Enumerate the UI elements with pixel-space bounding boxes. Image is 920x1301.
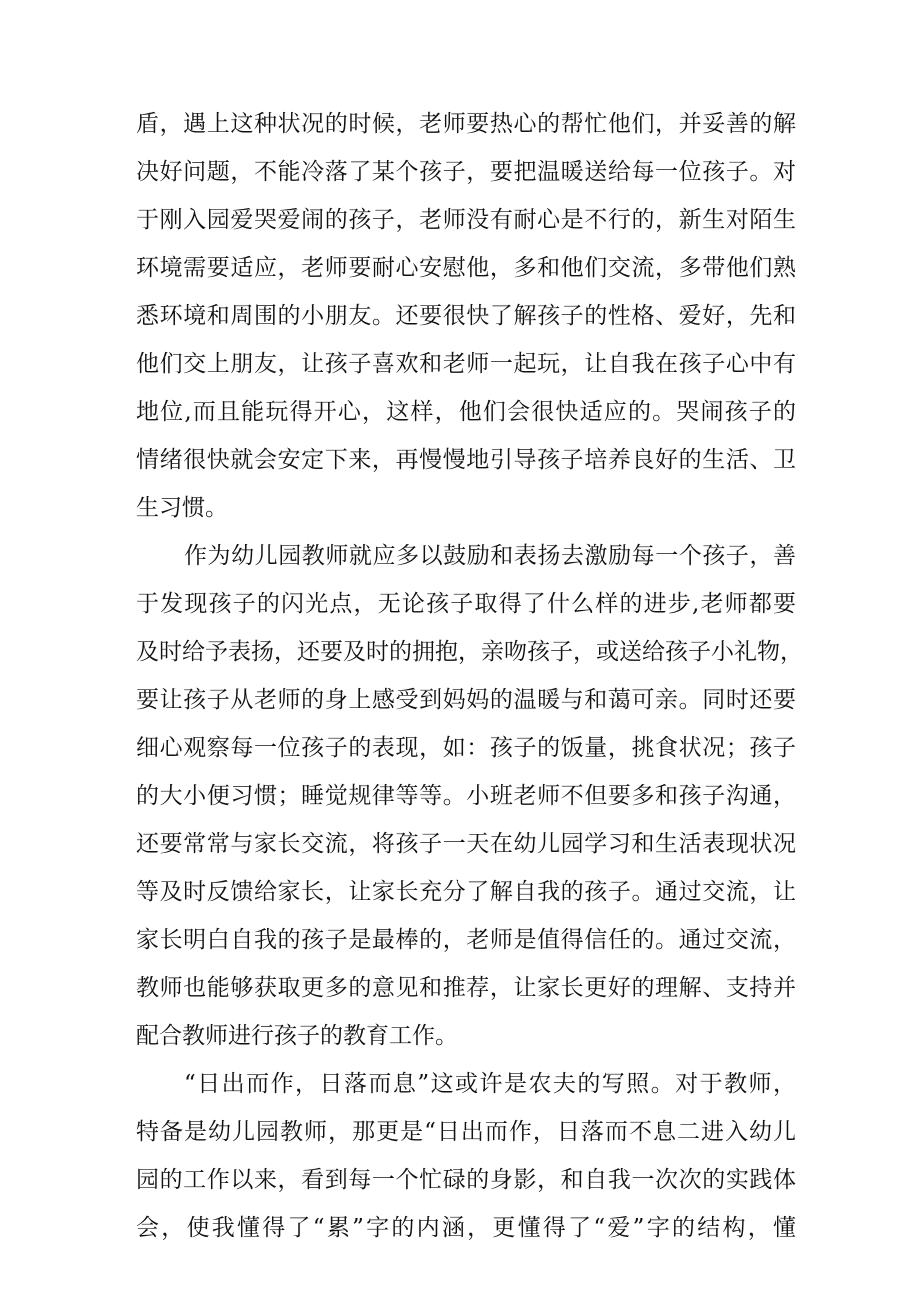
body-text xyxy=(136,100,803,1252)
text-line: 配合教师进行孩子的教育工作。 xyxy=(136,1023,458,1049)
text-line: 他们交上朋友，让孩子喜欢和老师一起玩，让自我在孩子心中有 xyxy=(136,351,796,377)
text-line: 要让孩子从老师的身上感受到妈妈的温暖与和蔼可亲。同时还要 xyxy=(136,687,796,713)
text-line: 情绪很快就会安定下来，再慢慢地引导孩子培养良好的生活、卫 xyxy=(136,447,796,473)
text-line: 园的工作以来，看到每一个忙碌的身影，和自我一次次的实践体 xyxy=(136,1167,796,1193)
text-line: 等及时反馈给家长，让家长充分了解自我的孩子。通过交流，让 xyxy=(136,879,796,905)
text-line: 盾，遇上这种状况的时候，老师要热心的帮忙他们，并妥善的解 xyxy=(136,111,796,137)
text-line: 决好问题，不能冷落了某个孩子，要把温暖送给每一位孩子。对 xyxy=(136,159,796,185)
text-line: 家长明白自我的孩子是最棒的，老师是值得信任的。通过交流， xyxy=(136,927,796,953)
text-line: 于发现孩子的闪光点，无论孩子取得了什么样的进步,老师都要 xyxy=(136,591,796,617)
text-line: 及时给予表扬，还要及时的拥抱，亲吻孩子，或送给孩子小礼物， xyxy=(136,639,803,665)
text-line: 环境需要适应，老师要耐心安慰他，多和他们交流，多带他们熟 xyxy=(136,255,796,281)
text-line: 作为幼儿园教师就应多以鼓励和表扬去激励每一个孩子，善 xyxy=(184,543,796,569)
text-line: 教师也能够获取更多的意见和推荐，让家长更好的理解、支持并 xyxy=(136,975,796,1001)
paragraph-1 xyxy=(136,100,796,532)
text-line: “日出而作，日落而息”这或许是农夫的写照。对于教师， xyxy=(184,1071,796,1097)
text-line: 还要常常与家长交流，将孩子一天在幼儿园学习和生活表现状况 xyxy=(136,831,796,857)
text-line: 生习惯。 xyxy=(136,495,228,521)
text-line: 特备是幼儿园教师，那更是“日出而作，日落而不息二进入幼儿 xyxy=(136,1119,796,1145)
text-line: 会，使我懂得了“累”字的内涵，更懂得了“爱”字的结构，懂 xyxy=(136,1215,796,1241)
paragraph-3 xyxy=(136,1060,796,1252)
paragraph-2 xyxy=(136,532,803,1060)
text-line: 悉环境和周围的小朋友。还要很快了解孩子的性格、爱好，先和 xyxy=(136,303,796,329)
text-line: 于刚入园爱哭爱闹的孩子，老师没有耐心是不行的，新生对陌生 xyxy=(136,207,796,233)
text-line: 的大小便习惯；睡觉规律等等。小班老师不但要多和孩子沟通， xyxy=(136,783,796,809)
text-line: 细心观察每一位孩子的表现，如：孩子的饭量，挑食状况；孩子 xyxy=(136,735,796,761)
text-line: 地位,而且能玩得开心，这样，他们会很快适应的。哭闹孩子的 xyxy=(136,399,796,425)
